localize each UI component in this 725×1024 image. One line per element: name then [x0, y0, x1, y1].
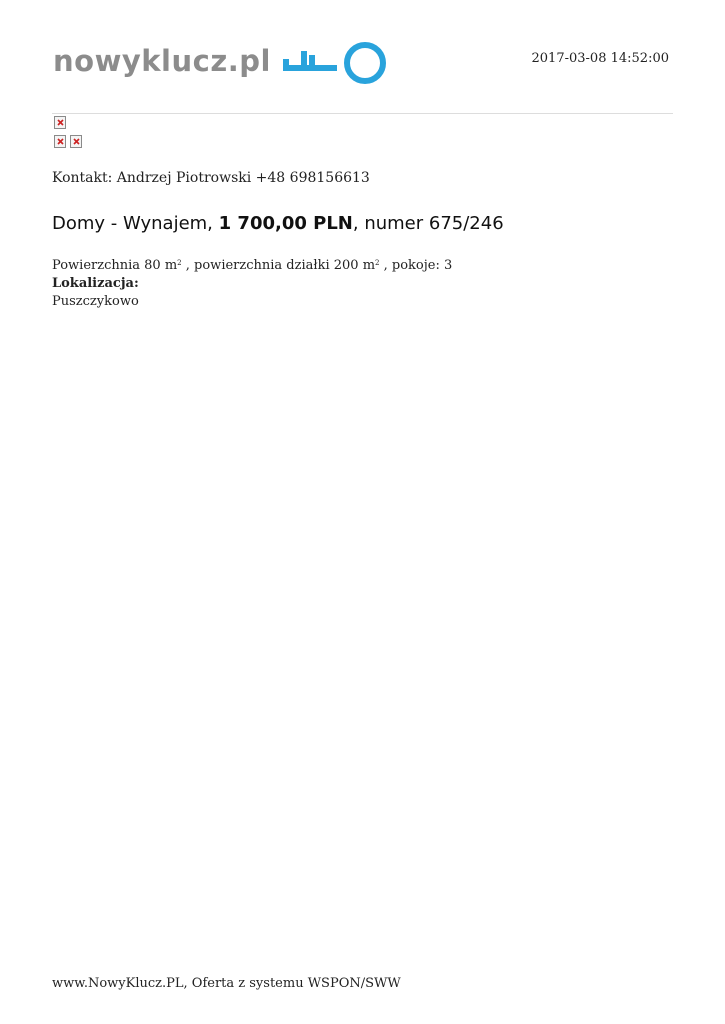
location-label: Lokalizacja:: [52, 276, 139, 291]
broken-image-icon: [70, 135, 82, 148]
area-line: [52, 257, 452, 275]
footer-text: www.NowyKlucz.PL, Oferta z systemu WSPON/SWW: [52, 976, 401, 991]
timestamp: 2017-03-08 14:52:00: [531, 51, 669, 66]
listing-details: [52, 257, 452, 311]
logo-text: nowyklucz.pl: [53, 43, 271, 78]
header-divider: [52, 113, 673, 114]
broken-image-icon: [54, 135, 66, 148]
plot-unit-sup: 2: [375, 259, 380, 267]
area-unit-sup: 2: [177, 259, 182, 267]
key-logo-icon: [279, 37, 387, 85]
listing-title: [52, 213, 504, 234]
listing-number: , numer 675/246: [352, 213, 504, 234]
location-value: Puszczykowo: [52, 294, 139, 309]
contact-info: Kontakt: Andrzej Piotrowski +48 698156613: [52, 170, 370, 186]
broken-image-icon: [54, 116, 66, 129]
plot-text: , powierzchnia działki 200 m: [181, 258, 376, 273]
listing-category: Domy - Wynajem,: [52, 213, 219, 234]
logo: [53, 36, 387, 86]
rooms-text: , pokoje: 3: [379, 258, 453, 273]
listing-price: 1 700,00 PLN: [218, 213, 353, 234]
area-text: Powierzchnia 80 m: [52, 258, 178, 273]
